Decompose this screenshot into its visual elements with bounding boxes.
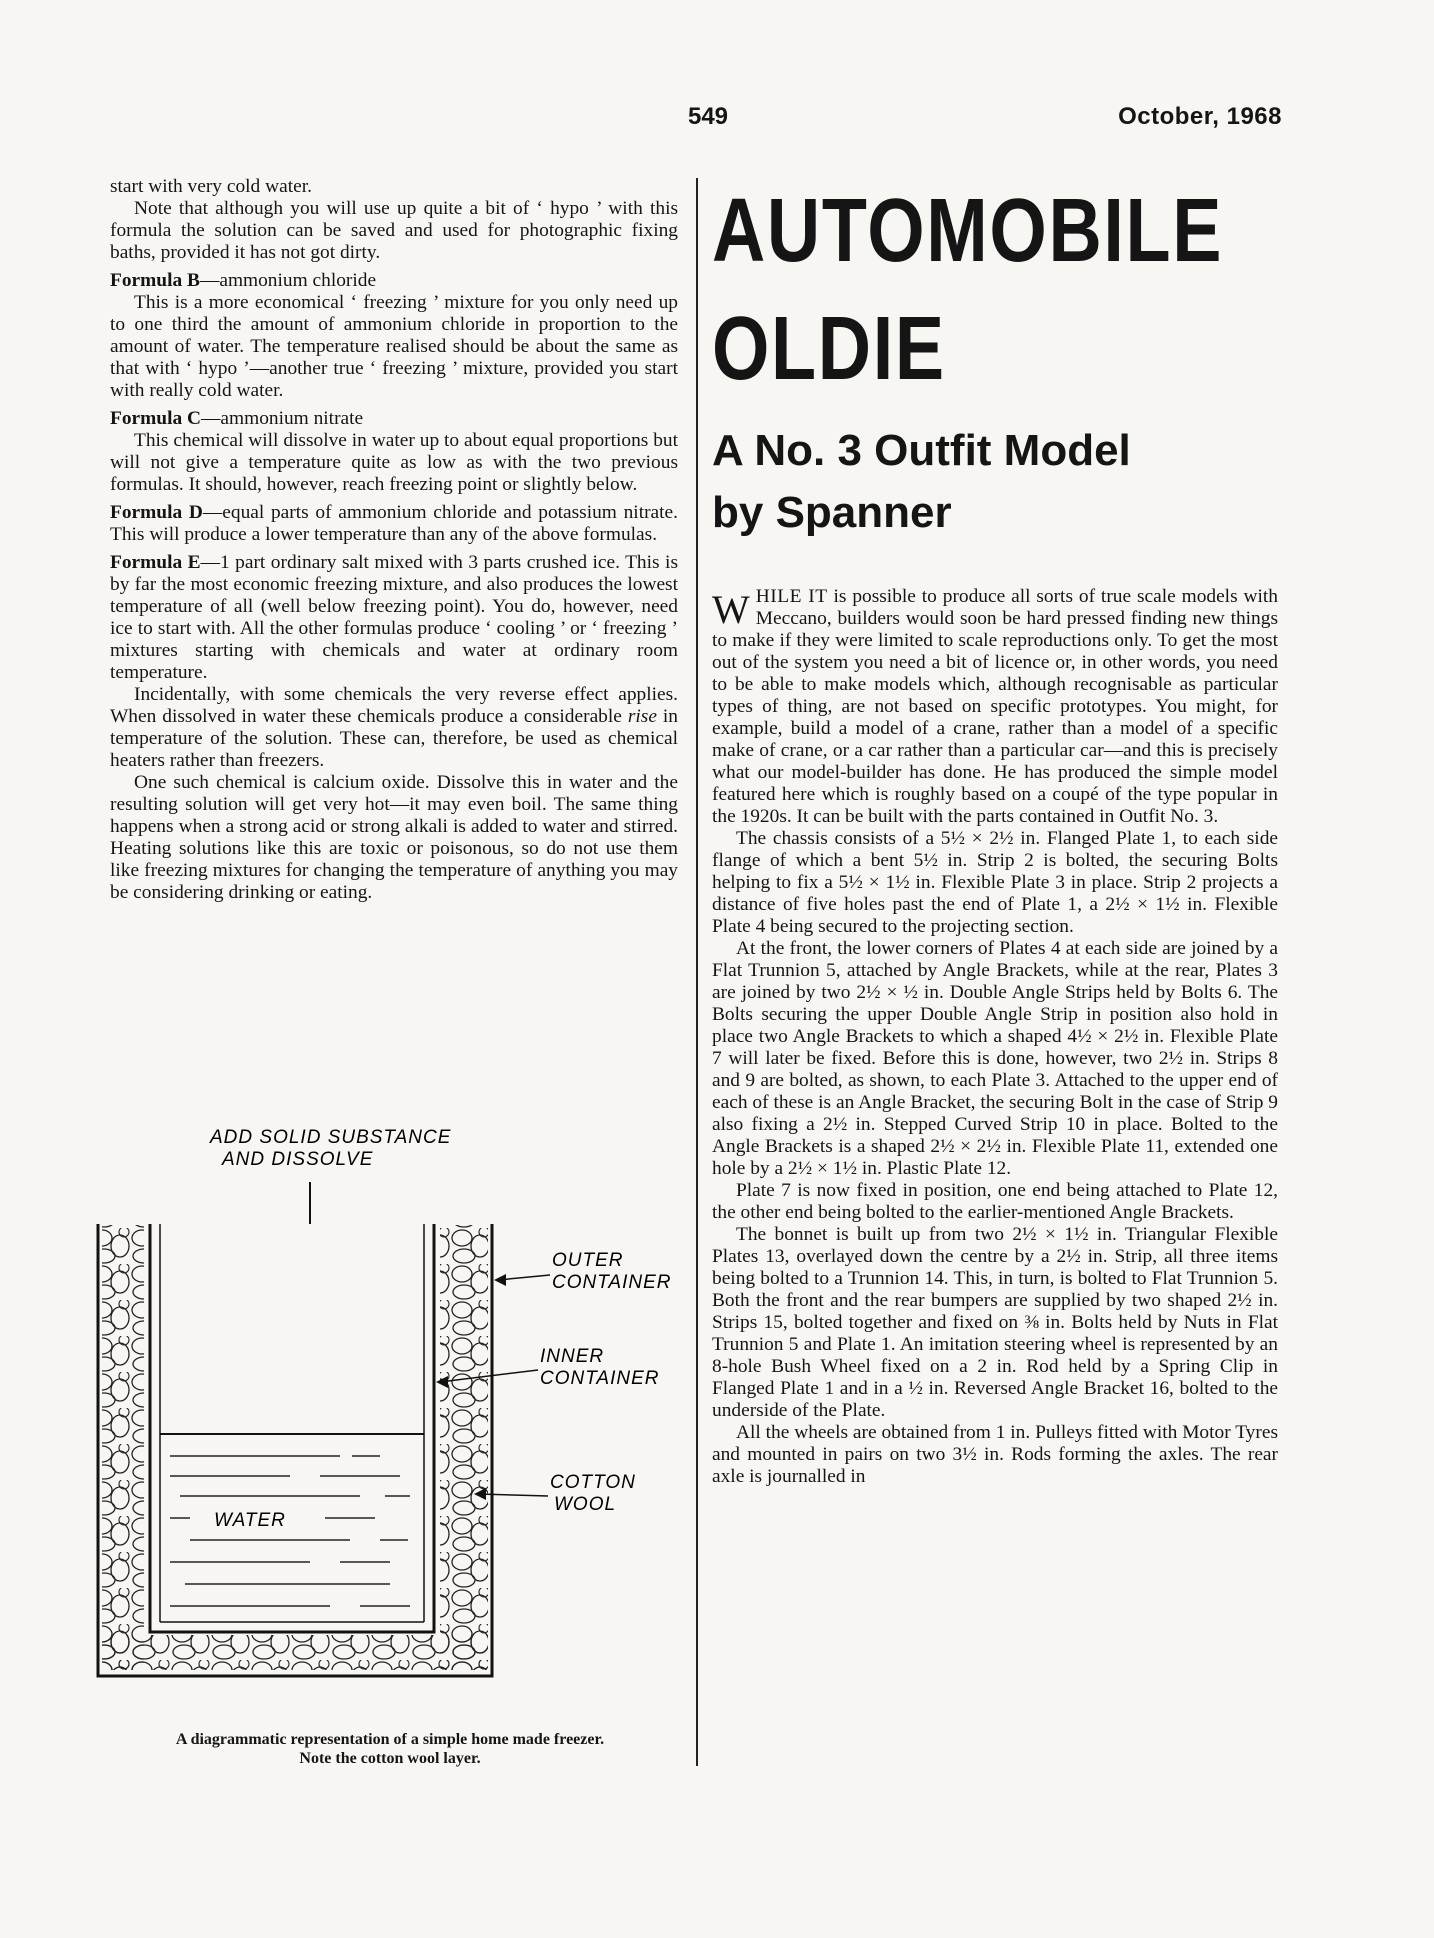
freezer-diagram	[90, 1120, 690, 1720]
article-title	[712, 172, 1286, 408]
figure-caption	[100, 1730, 680, 1768]
lead-in: HILE IT	[755, 586, 828, 607]
article-subtitle	[712, 420, 1278, 544]
paragraph: The bonnet is built up from two 2½ × 1½ in. Triangular Flexible Plates 13, overlayed down the centre by a 2½ in. Strip, all three items being bolted to a Trunnion 14. This, in turn, is bolted to Flat Trunnion 5. Both the front and the rear bumpers are supplied by two shaped 2½ in. Strips 15, bolted together and fixed on ⅜ in. Bolts held by Nuts in Flat Trunnion 5 and Plate 1. An imitation steering wheel is represented by an 8-hole Bush Wheel fixed on a 2 in. Rod held by a Spring Clip in Flanged Plate 1 and in a ½ in. Reversed Angle Bracket 16, bolted to the underside of the Plate.	[712, 1224, 1278, 1421]
paragraph: This is a more economical ‘ freezing ’ mixture for you only need up to one third the amount of ammonium chloride in proportion to the amount of water. The temperature realised should be about the same as that with ‘ hypo ’—another true ‘ freezing ’ mixture, provided you start with really cold water.	[110, 292, 678, 401]
column-divider	[696, 178, 698, 1766]
formula-label: Formula C	[110, 408, 202, 429]
emphasis: rise	[627, 706, 657, 727]
label-wool: WOOL	[554, 1494, 617, 1515]
cotton-wool-bottom	[102, 1635, 488, 1670]
label-and-dissolve: AND DISSOLVE	[222, 1149, 374, 1170]
paragraph	[712, 586, 1278, 828]
formula-c-heading	[110, 408, 678, 430]
formula-desc: —1 part ordinary salt mixed with 3 parts crushed ice. This is by far the most economic freezing mixture, and also produces the lowest temperature of all (well below freezing point). You do, however, need ice to start with. All the other formulas produce ‘ cooling ’ or ‘ freezing ’ mixtures starting with chemicals and water at ordinary room temperature.	[110, 552, 678, 683]
title-line: AUTOMOBILE	[712, 181, 1224, 281]
cotton-wool-right	[440, 1225, 488, 1670]
label-outer: OUTER	[552, 1250, 624, 1271]
left-column	[110, 176, 678, 904]
paragraph: Note that although you will use up quite a bit of ‘ hypo ’ with this formula the solution can be saved and used for photographic fixing baths, provided it has not got dirty.	[110, 198, 678, 263]
formula-label: Formula E	[110, 552, 201, 573]
article-body	[712, 586, 1278, 1488]
formula-d-heading	[110, 502, 678, 546]
paragraph: At the front, the lower corners of Plates 4 at each side are joined by a Flat Trunnion 5, attached by Angle Brackets, while at the rear, Plates 3 are joined by two 2½ × ½ in. Double Angle Strips held by Bolts 6. The Bolts securing the upper Double Angle Strip in position also hold in place two Angle Brackets to which a shaped 4½ × 2½ in. Flexible Plate 7 will later be fixed. Before this is done, however, two 2½ in. Strips 8 and 9 are bolted, as shown, to each Plate 3. Attached to the upper end of each of these is an Angle Bracket, the securing Bolt in the case of Strip 9 also fixing a 2½ in. Stepped Curved Strip 10 in place. Bolted to the Angle Brackets is a shaped 2½ × 2½ in. Flexible Plate 11, extended one hole by a 2½ × 1½ in. Plastic Plate 12.	[712, 938, 1278, 1179]
paragraph: This chemical will dissolve in water up to about equal proportions but will not give a temperature quite as low as with the two previous formulas. It should, however, reach freezing point or slightly below.	[110, 430, 678, 495]
title-line: OLDIE	[712, 299, 946, 399]
label-container-outer: CONTAINER	[552, 1272, 672, 1293]
page-number: 549	[687, 103, 729, 130]
label-inner: INNER	[540, 1346, 605, 1367]
right-column	[712, 172, 1278, 1488]
formula-desc: —ammonium chloride	[199, 270, 377, 291]
label-water: WATER	[214, 1510, 286, 1531]
byline: by Spanner	[712, 488, 952, 537]
formula-desc: —ammonium nitrate	[201, 408, 364, 429]
paragraph: Plate 7 is now fixed in position, one end being attached to Plate 12, the other end being bolted to the earlier-mentioned Angle Brackets.	[712, 1180, 1278, 1223]
cotton-wool-left	[102, 1225, 144, 1670]
drop-cap: W	[712, 587, 750, 632]
caption-line: Note the cotton wool layer.	[299, 1750, 481, 1767]
formula-desc: —equal parts of ammonium chloride and potassium nitrate. This will produce a lower temperature than any of the above formulas.	[110, 502, 678, 545]
formula-label: Formula B	[110, 270, 200, 291]
text-run: Incidentally, with some chemicals the very reverse effect applies. When dissolved in water these chemicals produce a considerable	[110, 684, 678, 727]
formula-b-heading	[110, 270, 678, 292]
formula-e-heading	[110, 552, 678, 684]
text-run: is possible to produce all sorts of true scale models with Meccano, builders would soon be hard pressed finding new things to make if they were limited to scale reproductions only. To get the most out of the system you need a bit of licence or, in other words, you need to be able to make models which, although recognisable as particular types of thing, are not based on specific prototypes. You might, for example, build a model of a crane, rather than a model of a specific make of crane, or a car rather than a particular car—and this is precisely what our model-builder has done. He has produced the simple model featured here which is roughly based on a coupé of the type popular in the 1920s. It can be built with the parts contained in Outfit No. 3.	[712, 586, 1278, 827]
label-add-solid: ADD SOLID SUBSTANCE	[210, 1127, 452, 1148]
paragraph: One such chemical is calcium oxide. Dissolve this in water and the resulting solution will get very hot—it may even boil. The same thing happens when a strong acid or strong alkali is added to water and stirred. Heating solutions like this are toxic or poisonous, so do not use them like freezing mixtures for changing the temperature of anything you may be considering drinking or eating.	[110, 772, 678, 903]
subtitle-line: A No. 3 Outfit Model	[712, 426, 1131, 475]
paragraph	[110, 684, 678, 772]
caption-line: A diagrammatic representation of a simple home made freezer.	[175, 1731, 605, 1748]
paragraph: All the wheels are obtained from 1 in. Pulleys fitted with Motor Tyres and mounted in pairs on two 3½ in. Rods forming the axles. The rear axle is journalled in	[712, 1422, 1278, 1487]
paragraph: start with very cold water.	[110, 176, 312, 197]
formula-label: Formula D	[110, 502, 203, 523]
paragraph: The chassis consists of a 5½ × 2½ in. Flanged Plate 1, to each side flange of which a bent 5½ in. Strip 2 is bolted, the securing Bolts helping to fix a 5½ × 1½ in. Flexible Plate 3 in place. Strip 2 projects a distance of five holes past the end of Plate 1, a 2½ × 1½ in. Flexible Plate 4 being secured to the projecting section.	[712, 828, 1278, 937]
label-cotton: COTTON	[550, 1472, 636, 1493]
text-run: in temperature of the solution. These can, therefore, be used as chemical heaters rather than freezers.	[110, 706, 678, 771]
label-container-inner: CONTAINER	[540, 1368, 660, 1389]
issue-date: October, 1968	[1118, 103, 1282, 130]
